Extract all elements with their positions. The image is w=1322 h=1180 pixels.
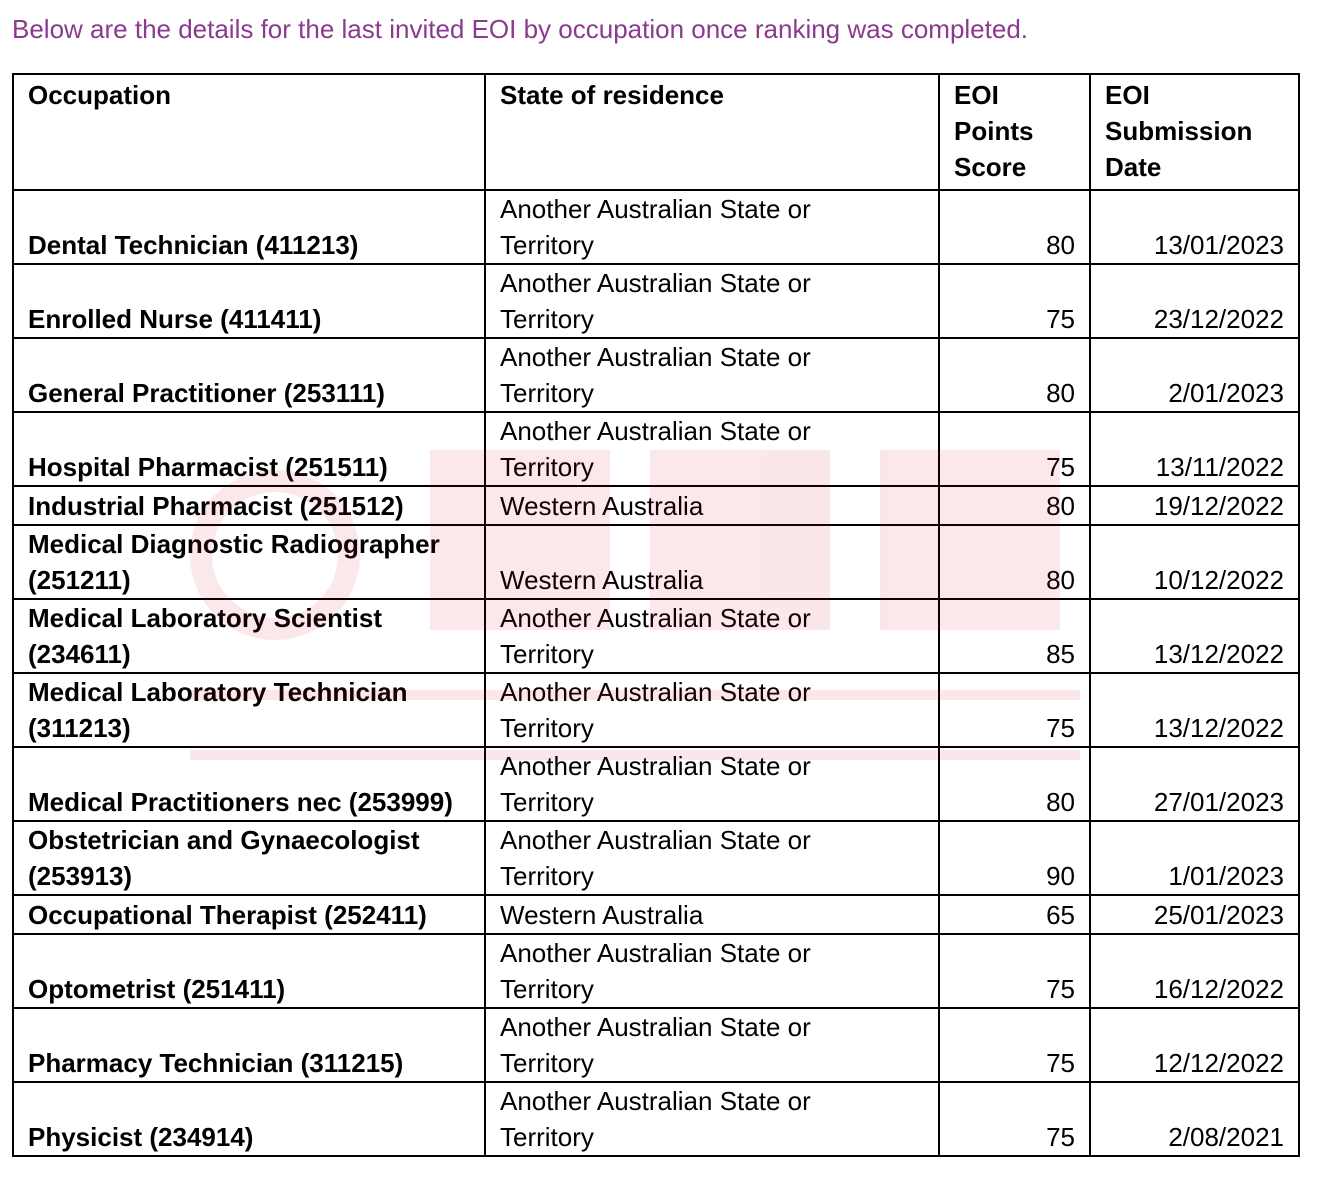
header-state: State of residence (485, 74, 939, 190)
occupation-line: (251211) (28, 565, 131, 595)
occupation-cell (13, 486, 485, 525)
table-row (13, 1008, 1299, 1082)
header-points-line: EOI (954, 80, 999, 110)
state-line: Territory (500, 787, 594, 817)
table-row (13, 895, 1299, 934)
state-line: Another Australian State or (500, 194, 811, 224)
occupation-line: Occupational Therapist (252411) (28, 900, 427, 930)
state-cell (485, 412, 939, 486)
occupation-cell (13, 264, 485, 338)
state-cell (485, 599, 939, 673)
points-cell: 75 (939, 1008, 1090, 1082)
state-line: Western Australia (500, 491, 704, 521)
occupation-line: (253913) (28, 861, 133, 891)
state-line: Another Australian State or (500, 938, 811, 968)
header-date (1090, 74, 1299, 190)
table-header-row (13, 74, 1299, 190)
occupation-line: Obstetrician and Gynaecologist (28, 825, 420, 855)
date-cell: 13/11/2022 (1090, 412, 1299, 486)
state-line: Another Australian State or (500, 677, 811, 707)
table-row (13, 412, 1299, 486)
state-line: Territory (500, 861, 594, 891)
state-cell (485, 1008, 939, 1082)
occupation-cell (13, 1082, 485, 1156)
occupation-cell (13, 895, 485, 934)
table-row (13, 747, 1299, 821)
date-cell: 25/01/2023 (1090, 895, 1299, 934)
header-date-line: EOI (1105, 80, 1150, 110)
points-cell: 85 (939, 599, 1090, 673)
occupation-cell (13, 599, 485, 673)
table-row (13, 190, 1299, 264)
table-row (13, 486, 1299, 525)
occupation-cell (13, 1008, 485, 1082)
header-occupation: Occupation (13, 74, 485, 190)
points-cell: 80 (939, 747, 1090, 821)
state-line: Territory (500, 378, 594, 408)
state-line: Another Australian State or (500, 751, 811, 781)
table-row (13, 821, 1299, 895)
occupation-cell (13, 673, 485, 747)
state-line: Another Australian State or (500, 416, 811, 446)
state-line: Territory (500, 713, 594, 743)
state-line: Another Australian State or (500, 1012, 811, 1042)
state-line: Territory (500, 639, 594, 669)
table-row (13, 525, 1299, 599)
occupation-line: (234611) (28, 639, 131, 669)
state-cell (485, 821, 939, 895)
occupation-line: Dental Technician (411213) (28, 230, 359, 260)
state-line: Territory (500, 452, 594, 482)
points-cell: 80 (939, 486, 1090, 525)
state-cell (485, 934, 939, 1008)
state-line: Another Australian State or (500, 603, 811, 633)
state-line: Western Australia (500, 565, 704, 595)
points-cell: 75 (939, 673, 1090, 747)
occupation-cell (13, 934, 485, 1008)
occupation-line: Physicist (234914) (28, 1122, 254, 1152)
state-line: Territory (500, 1122, 594, 1152)
state-line: Territory (500, 1048, 594, 1078)
eoi-table (12, 73, 1300, 1157)
date-cell: 23/12/2022 (1090, 264, 1299, 338)
table-row (13, 673, 1299, 747)
date-cell: 12/12/2022 (1090, 1008, 1299, 1082)
date-cell: 13/01/2023 (1090, 190, 1299, 264)
state-line: Territory (500, 230, 594, 260)
state-cell (485, 895, 939, 934)
state-line: Territory (500, 974, 594, 1004)
header-points-line: Score (954, 152, 1027, 182)
header-points-line: Points (954, 116, 1034, 146)
date-cell: 1/01/2023 (1090, 821, 1299, 895)
header-date-line: Date (1105, 152, 1162, 182)
state-line: Another Australian State or (500, 1086, 811, 1116)
intro-text: Below are the details for the last invited EOI by occupation once ranking was completed. (12, 14, 1029, 44)
points-cell: 90 (939, 821, 1090, 895)
date-cell: 13/12/2022 (1090, 673, 1299, 747)
table-body (13, 190, 1299, 1156)
occupation-line: Pharmacy Technician (311215) (28, 1048, 404, 1078)
points-cell: 80 (939, 190, 1090, 264)
points-cell: 75 (939, 934, 1090, 1008)
table-row (13, 1082, 1299, 1156)
state-cell (485, 747, 939, 821)
state-cell (485, 1082, 939, 1156)
header-points (939, 74, 1090, 190)
points-cell: 80 (939, 338, 1090, 412)
table-row (13, 264, 1299, 338)
points-cell: 65 (939, 895, 1090, 934)
state-line: Another Australian State or (500, 268, 811, 298)
state-cell (485, 338, 939, 412)
state-cell (485, 673, 939, 747)
date-cell: 19/12/2022 (1090, 486, 1299, 525)
table-row (13, 338, 1299, 412)
occupation-cell (13, 190, 485, 264)
occupation-line: Medical Diagnostic Radiographer (28, 529, 440, 559)
date-cell: 2/01/2023 (1090, 338, 1299, 412)
state-cell (485, 264, 939, 338)
points-cell: 75 (939, 412, 1090, 486)
occupation-line: Medical Laboratory Scientist (28, 603, 382, 633)
date-cell: 10/12/2022 (1090, 525, 1299, 599)
points-cell: 75 (939, 264, 1090, 338)
state-line: Territory (500, 304, 594, 334)
state-line: Another Australian State or (500, 825, 811, 855)
state-line: Another Australian State or (500, 342, 811, 372)
state-cell (485, 525, 939, 599)
state-cell (485, 486, 939, 525)
date-cell: 2/08/2021 (1090, 1082, 1299, 1156)
date-cell: 27/01/2023 (1090, 747, 1299, 821)
occupation-cell (13, 338, 485, 412)
date-cell: 13/12/2022 (1090, 599, 1299, 673)
occupation-cell (13, 525, 485, 599)
header-date-line: Submission (1105, 116, 1253, 146)
occupation-line: (311213) (28, 713, 131, 743)
occupation-line: General Practitioner (253111) (28, 378, 385, 408)
occupation-line: Enrolled Nurse (411411) (28, 304, 322, 334)
occupation-cell (13, 747, 485, 821)
points-cell: 75 (939, 1082, 1090, 1156)
state-line: Western Australia (500, 900, 704, 930)
occupation-cell (13, 412, 485, 486)
occupation-line: Hospital Pharmacist (251511) (28, 452, 388, 482)
occupation-cell (13, 821, 485, 895)
table-row (13, 934, 1299, 1008)
occupation-line: Medical Laboratory Technician (28, 677, 408, 707)
occupation-line: Medical Practitioners nec (253999) (28, 787, 453, 817)
occupation-line: Optometrist (251411) (28, 974, 286, 1004)
eoi-table-container (12, 73, 1298, 1157)
table-row (13, 599, 1299, 673)
points-cell: 80 (939, 525, 1090, 599)
state-cell (485, 190, 939, 264)
date-cell: 16/12/2022 (1090, 934, 1299, 1008)
occupation-line: Industrial Pharmacist (251512) (28, 491, 404, 521)
